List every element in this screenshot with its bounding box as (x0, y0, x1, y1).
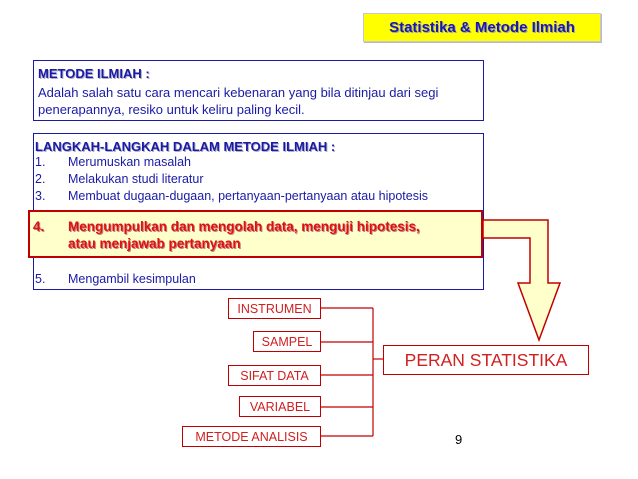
step-number: 2. (35, 172, 46, 186)
item-metode-analisis: METODE ANALISIS (182, 426, 321, 447)
highlight-number: 4. (33, 219, 45, 234)
item-variabel: VARIABEL (239, 396, 321, 417)
item-sifat-data: SIFAT DATA (228, 365, 321, 386)
item-sampel: SAMPEL (253, 331, 321, 352)
step-text: Melakukan studi literatur (68, 172, 204, 186)
peran-statistika-box: PERAN STATISTIKA (383, 345, 589, 375)
steps-heading: LANGKAH-LANGKAH DALAM METODE ILMIAH : (35, 139, 336, 154)
highlight-line-1: Mengumpulkan dan mengolah data, menguji hipotesis, (68, 219, 420, 234)
page-number: 9 (455, 432, 463, 447)
slide-title: Statistika & Metode Ilmiah (363, 13, 601, 42)
step-number: 3. (35, 189, 46, 203)
connector-lines (321, 308, 383, 436)
step-text: Membuat dugaan-dugaan, pertanyaan-pertanyaan atau hipotesis (68, 189, 428, 203)
step-text: Mengambil kesimpulan (68, 272, 196, 286)
item-instrumen: INSTRUMEN (228, 298, 321, 319)
step-text: Merumuskan masalah (68, 155, 191, 169)
definition-text: Adalah salah satu cara mencari kebenaran yang bila ditinjau dari segi penerapannya, resiko untuk keliru paling kecil. (38, 85, 439, 117)
highlighted-step (28, 210, 483, 258)
step-number: 5. (35, 272, 46, 286)
definition-heading: METODE ILMIAH : (38, 66, 150, 81)
step-number: 1. (35, 155, 46, 169)
bent-arrow-icon (483, 220, 560, 340)
highlight-line-2: atau menjawab pertanyaan (68, 236, 241, 251)
